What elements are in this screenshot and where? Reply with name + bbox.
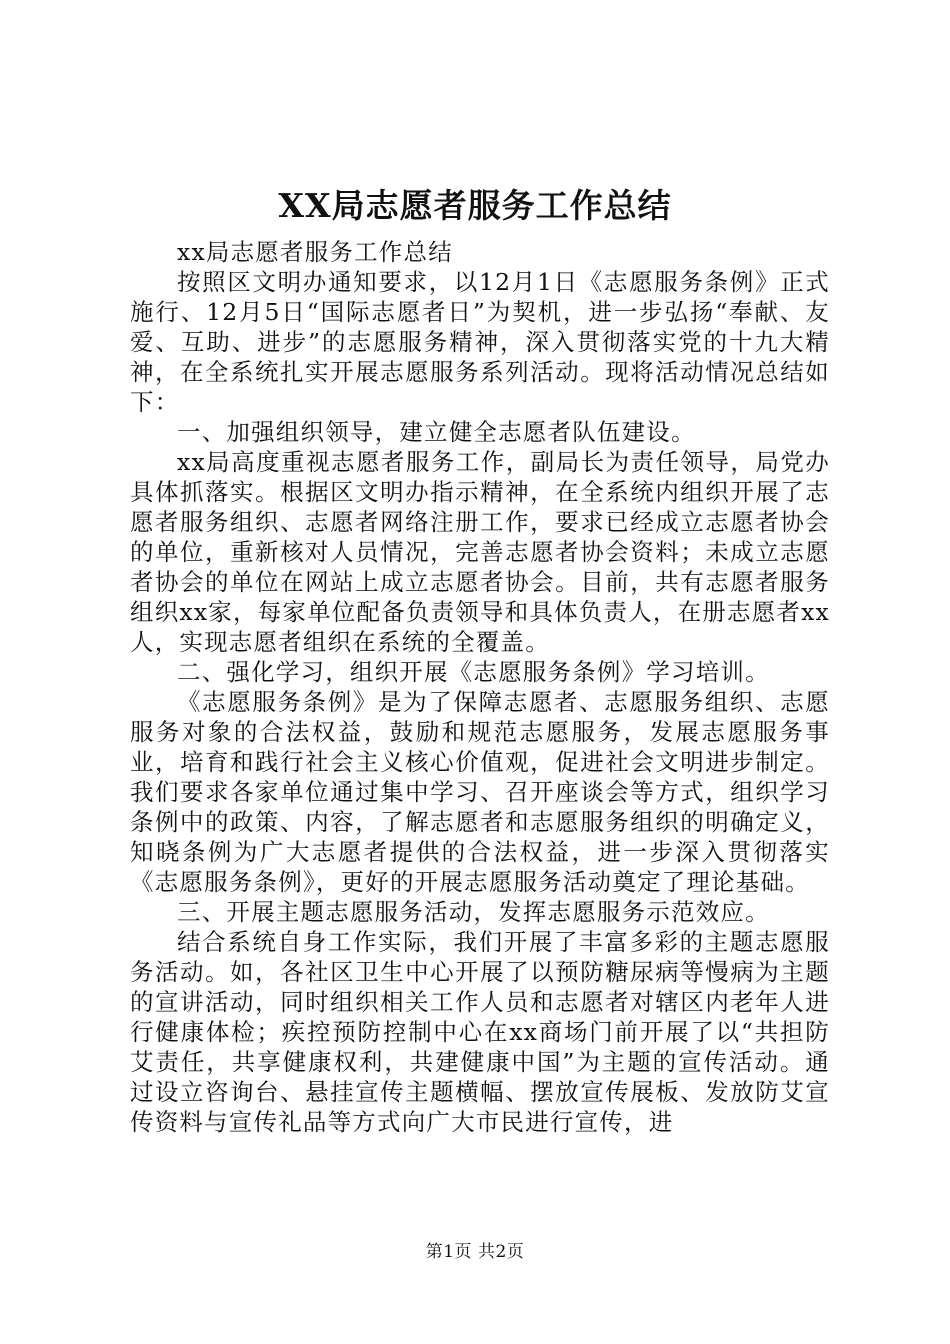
section-heading-2: 二、强化学习，组织开展《志愿服务条例》学习培训。 [177,658,770,686]
section-heading-3: 三、开展主题志愿服务活动，发挥志愿服务示范效应。 [177,898,770,926]
subtitle-paragraph: xx局志愿者服务工作总结 [177,238,453,266]
section-paragraph-1: xx局高度重视志愿者服务工作，副局长为责任领导，局党办具体抓落实。根据区文明办指示精神，在全系统内组织开展了志愿者服务组织、志愿者网络注册工作，要求已经成立志愿者协会的单位，重新核对人员情况，完善志愿者协会资料；未成立志愿者协会的单位在网站上成立志愿者协会。目前，共有志愿者服务组织xx家，每家单位配备负责领导和具体负责人，在册志愿者xx人，实现志愿者组织在系统的全覆盖。 [130,448,831,656]
section-paragraph-2: 《志愿服务条例》是为了保障志愿者、志愿服务组织、志愿服务对象的合法权益，鼓励和规范志愿服务，发展志愿服务事业，培育和践行社会主义核心价值观，促进社会文明进步制定。我们要求各家单位通过集中学习、召开座谈会等方式，组织学习条例中的政策、内容，了解志愿者和志愿服务组织的明确定义，知晓条例为广大志愿者提供的合法权益，进一步深入贯彻落实《志愿服务条例》，更好的开展志愿服务活动奠定了理论基础。 [130,688,830,896]
document-title: XX局志愿者服务工作总结 [278,186,672,225]
section-paragraph-3: 结合系统自身工作实际，我们开展了丰富多彩的主题志愿服务活动。如，各社区卫生中心开展了以预防糖尿病等慢病为主题的宣讲活动，同时组织相关工作人员和志愿者对辖区内老年人进行健康体检；疾控预防控制中心在xx商场门前开展了以“共担防艾责任，共享健康权利，共建健康中国”为主题的宣传活动。通过设立咨询台、悬挂宣传主题横幅、摆放宣传展板、发放防艾宣传资料与宣传礼品等方式向广大市民进行宣传，进 [130,928,830,1136]
document-body [130,237,830,1137]
section-heading-1: 一、加强组织领导，建立健全志愿者队伍建设。 [177,418,696,446]
page-footer: 第1页 共2页 [425,1242,525,1262]
intro-paragraph: 按照区文明办通知要求，以12月1日《志愿服务条例》正式施行、12月5日“国际志愿者日”为契机，进一步弘扬“奉献、友爱、互助、进步”的志愿服务精神，深入贯彻落实党的十九大精神，在全系统扎实开展志愿服务系列活动。现将活动情况总结如下： [130,268,830,416]
